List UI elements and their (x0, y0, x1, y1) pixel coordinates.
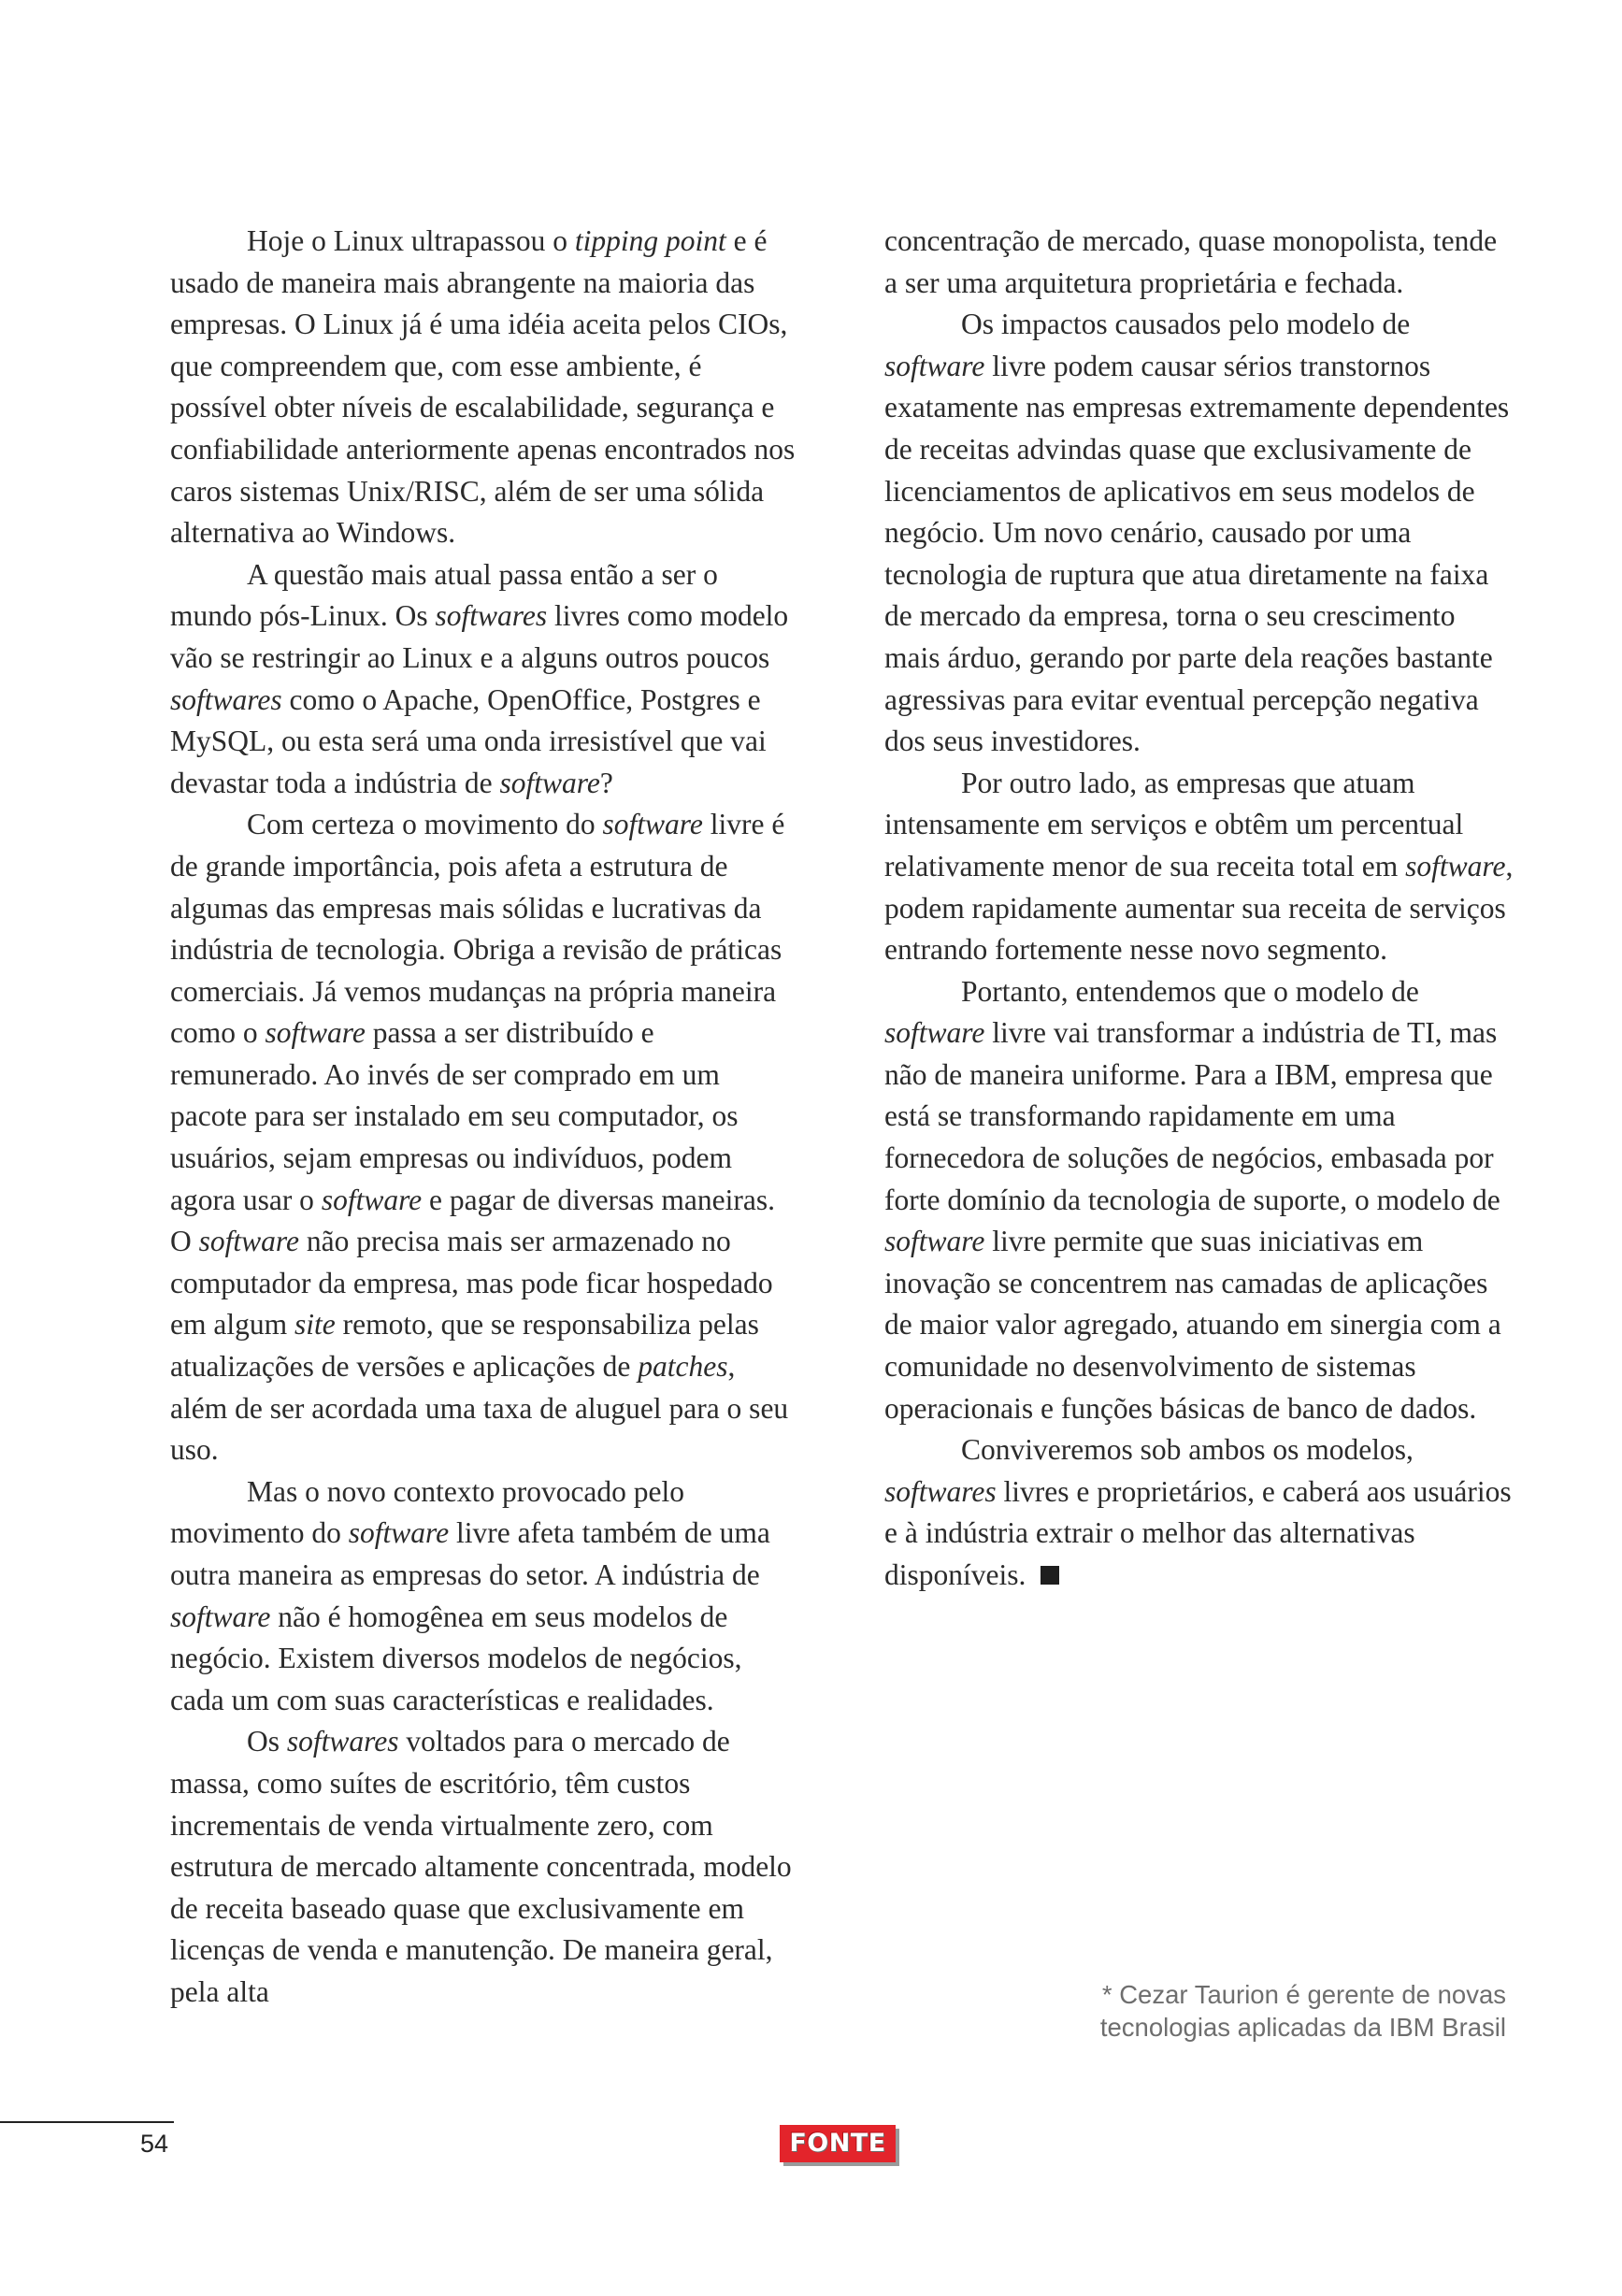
italic-term: software (321, 1183, 423, 1216)
text-run: livres como modelo vão se restringir ao Linux e a alguns outros poucos (170, 599, 789, 674)
article-paragraph (170, 1721, 797, 2013)
italic-term: software (348, 1516, 450, 1550)
italic-term: software (1405, 849, 1506, 883)
text-run: ? (599, 766, 613, 799)
article-paragraph (170, 804, 797, 1471)
text-run: remoto, que se responsabiliza pelas atualizações de versões e aplicações de (170, 1308, 759, 1384)
author-note (1100, 1978, 1506, 2044)
article-paragraph (884, 763, 1514, 971)
italic-term: software (884, 1225, 985, 1258)
text-run: Conviveremos sob ambos os modelos, (961, 1433, 1414, 1467)
italic-term: software (602, 808, 703, 841)
text-run: Mas o novo contexto provocado pelo movimento do (170, 1474, 685, 1550)
author-note-line-2: tecnologias aplicadas da IBM Brasil (1099, 2013, 1506, 2042)
article-column-left (170, 221, 797, 2014)
text-run: A questão mais atual passa então a ser o mundo pós-Linux. Os (170, 557, 718, 633)
italic-term: softwares (884, 1474, 997, 1508)
article-paragraph (884, 304, 1514, 763)
page-number: 54 (140, 2130, 169, 2158)
text-run: concentração de mercado, quase monopolista, tende a ser uma arquitetura proprietária e fechada. (884, 224, 1498, 299)
article-column-right (884, 221, 1514, 1597)
italic-term: site (294, 1308, 336, 1342)
end-of-article-mark (1041, 1566, 1059, 1585)
text-run: e é usado de maneira mais abrangente na maioria das empresas. O Linux já é uma idéia aceita pelos CIOs, que compreendem que, com esse ambiente, é possível obter níveis de escalabilidade, segurança e confiabilidade anteriormente apenas encontrados nos caros sistemas Unix/RISC, além de ser uma sólida alternativa ao Windows. (170, 224, 796, 550)
italic-term: software (170, 1600, 271, 1633)
footer-rule (0, 2121, 174, 2123)
article-paragraph (170, 554, 797, 805)
italic-term: software (198, 1225, 299, 1258)
article-paragraph (884, 1429, 1514, 1596)
text-run: livre vai transformar a indústria de TI, mas não de maneira uniforme. Para a IBM, empresa que está se transformando rapidamente em uma fornecedora de soluções de negócios, embasada por forte domínio da tecnologia de suporte, o modelo de (884, 1016, 1500, 1216)
text-run: não é homogênea em seus modelos de negócio. Existem diversos modelos de negócios, cada um com suas características e realidades. (170, 1600, 742, 1716)
text-run: Por outro lado, as empresas que atuam intensamente em serviços e obtêm um percentual relativamente menor de sua receita total em (884, 766, 1464, 883)
article-paragraph (884, 221, 1514, 304)
author-note-line-1: * Cezar Taurion é gerente de novas (1101, 1980, 1506, 2009)
text-run: livre afeta também de uma outra maneira as empresas do setor. A indústria de (170, 1516, 770, 1591)
text-run: Os (247, 1725, 287, 1758)
text-run: , além de ser acordada uma taxa de aluguel para o seu uso. (170, 1350, 789, 1467)
italic-term: softwares (170, 682, 282, 716)
text-run: Portanto, entendemos que o modelo de (961, 974, 1419, 1008)
italic-term: software (265, 1016, 366, 1050)
text-run: Hoje o Linux ultrapassou o (247, 224, 575, 257)
text-run: e pagar de diversas maneiras. O (170, 1183, 775, 1258)
fonte-logo: FONTE (780, 2125, 896, 2162)
italic-term: tipping point (574, 224, 726, 257)
italic-term: software (884, 349, 985, 382)
italic-term: softwares (435, 599, 548, 633)
text-run: passa a ser distribuído e remunerado. Ao invés de ser comprado em um pacote para ser instalado em seu computador, os usuários, sejam empresas ou indivíduos, podem agora usar o (170, 1016, 739, 1216)
italic-term: softwares (286, 1725, 399, 1758)
text-run: livre podem causar sérios transtornos exatamente nas empresas extremamente dependentes de receitas advindas quase que exclusivamente de licenciamentos de aplicativos em seus modelos de negócio. Um novo cenário, causado por uma tecnologia de ruptura que atua diretamente na faixa de mercado da empresa, torna o seu crescimento mais árduo, gerando por parte dela reações bastante agressivas para evitar eventual percepção negativa dos seus investidores. (884, 349, 1510, 758)
text-run: Com certeza o movimento do (247, 808, 603, 841)
article-paragraph (170, 221, 797, 554)
text-run: como o Apache, OpenOffice, Postgres e MySQL, ou esta será uma onda irresistível que vai devastar toda a indústria de (170, 682, 767, 799)
article-paragraph (170, 1471, 797, 1722)
text-run: livre é de grande importância, pois afeta a estrutura de algumas das empresas mais sólidas e lucrativas da indústria de tecnologia. Obriga a revisão de práticas comerciais. Já vemos mudanças na própria maneira como o (170, 808, 785, 1050)
italic-term: software (499, 766, 600, 799)
text-run: Os impactos causados pelo modelo de (961, 308, 1411, 341)
italic-term: software (884, 1016, 985, 1050)
text-run: não precisa mais ser armazenado no computador da empresa, mas pode ficar hospedado em algum (170, 1225, 773, 1342)
text-run: voltados para o mercado de massa, como suítes de escritório, têm custos incrementais de venda virtualmente zero, com estrutura de mercado altamente concentrada, modelo de receita baseado quase que exclusivamente em licenças de venda e manutenção. De maneira geral, pela alta (170, 1725, 792, 2008)
text-run: livres e proprietários, e caberá aos usuários e à indústria extrair o melhor das alternativas disponíveis. (884, 1474, 1512, 1591)
italic-term: patches (638, 1350, 728, 1384)
article-paragraph (884, 971, 1514, 1430)
text-run: livre permite que suas iniciativas em inovação se concentrem nas camadas de aplicações de maior valor agregado, atuando em sinergia com a comunidade no desenvolvimento de sistemas operacionais e funções básicas de banco de dados. (884, 1225, 1501, 1425)
text-run: , podem rapidamente aumentar sua receita de serviços entrando fortemente nesse novo segmento. (884, 849, 1514, 967)
